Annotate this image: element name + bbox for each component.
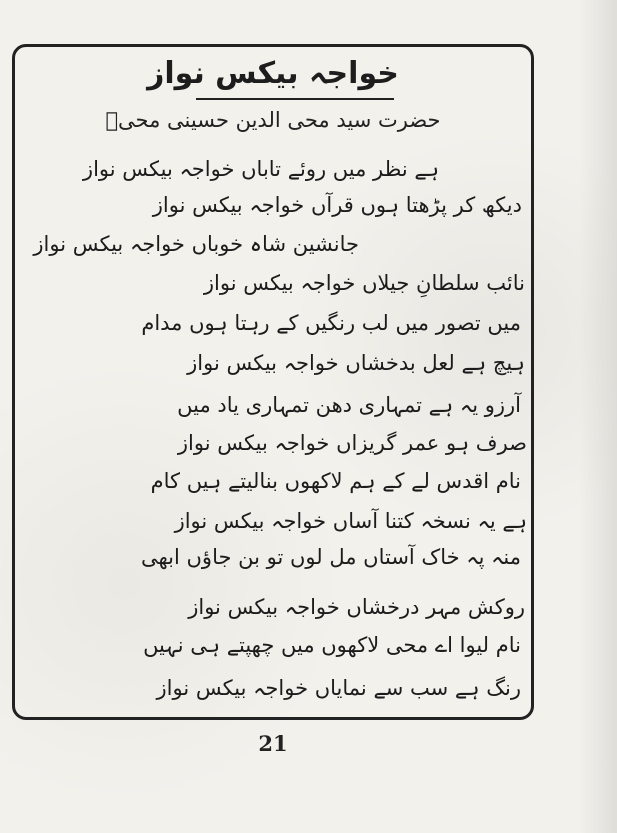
page-number: 21 xyxy=(258,731,288,756)
verse-line-2: دیکھ کر پڑھتا ہوں قرآں خواجہ بیکس نواز xyxy=(152,193,522,217)
verse-line-1: ہے نظر میں روئے تاباں خواجہ بیکس نواز xyxy=(82,157,439,181)
verse-line-10: ہے یہ نسخہ کتنا آساں خواجہ بیکس نواز xyxy=(174,509,527,533)
verse-line-5: میں تصور میں لب رنگیں کے رہتا ہوں مدام xyxy=(141,311,521,335)
page-edge-shadow xyxy=(579,0,617,833)
verse-line-9: نام اقدس لے کے ہم لاکھوں بنالیتے ہیں کام xyxy=(150,469,521,493)
verse-line-11: منہ پہ خاک آستاں مل لوں تو بن جاؤں ابھی xyxy=(140,545,521,569)
verse-line-3: جانشین شاہ خوباں خواجہ بیکس نواز xyxy=(33,232,359,256)
verse-line-8: صرف ہو عمر گریزاں خواجہ بیکس نواز xyxy=(177,431,527,455)
poem-title: خواجہ بیکس نواز xyxy=(147,56,399,91)
poet-name: حضرت سید محی الدین حسینی محیؔ xyxy=(105,108,441,132)
title-underline xyxy=(196,98,394,100)
verse-line-13: نام لیوا اے محی لاکھوں میں چھپتے ہی نہیں xyxy=(143,633,521,657)
verse-line-6: ہیچ ہے لعل بدخشاں خواجہ بیکس نواز xyxy=(187,351,525,375)
verse-line-14: رنگ ہے سب سے نمایاں خواجہ بیکس نواز xyxy=(156,676,521,700)
verse-line-12: روکش مہر درخشاں خواجہ بیکس نواز xyxy=(188,595,525,619)
verse-line-4: نائب سلطانِ جیلاں خواجہ بیکس نواز xyxy=(203,271,525,295)
verse-line-7: آرزو یہ ہے تمہاری دھن تمہاری یاد میں xyxy=(177,393,521,417)
